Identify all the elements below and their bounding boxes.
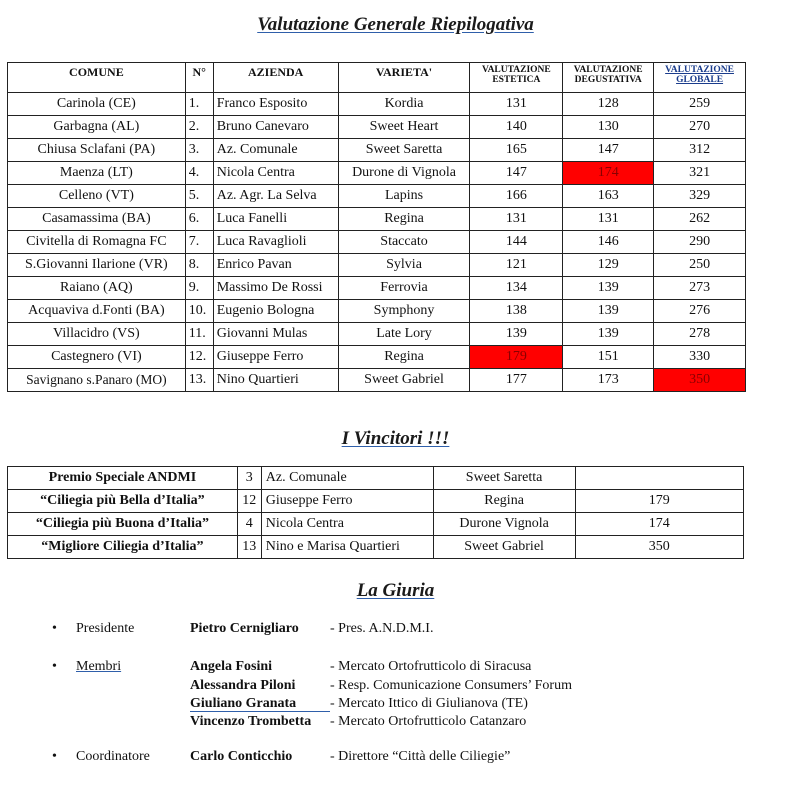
cell-degustativa: 139 bbox=[563, 323, 654, 346]
jury-member-desc: - Resp. Comunicazione Consumers’ Forum bbox=[330, 678, 572, 693]
winner-cell-azienda: Nicola Centra bbox=[261, 513, 433, 536]
jury-member-name: Vincenzo Trombetta bbox=[190, 714, 312, 729]
cell-varieta: Regina bbox=[338, 346, 470, 369]
jury-desc-coordinatore: - Direttore “Città delle Ciliegie” bbox=[330, 749, 511, 764]
cell-azienda: Giovanni Mulas bbox=[213, 323, 338, 346]
cell-varieta: Staccato bbox=[338, 231, 470, 254]
winner-cell-punteggio: 350 bbox=[575, 536, 744, 559]
results-header-row bbox=[8, 63, 746, 93]
cell-numero: 11. bbox=[185, 323, 213, 346]
cell-globale: 329 bbox=[654, 185, 746, 208]
cell-globale: 250 bbox=[654, 254, 746, 277]
table-row bbox=[8, 208, 746, 231]
cell-varieta: Ferrovia bbox=[338, 277, 470, 300]
table-row bbox=[8, 513, 744, 536]
table-row bbox=[8, 116, 746, 139]
jury-member-desc: - Mercato Ittico di Giulianova (TE) bbox=[330, 696, 528, 711]
cell-degustativa: 146 bbox=[563, 231, 654, 254]
cell-numero: 2. bbox=[185, 116, 213, 139]
cell-azienda: Luca Fanelli bbox=[213, 208, 338, 231]
cell-comune: Chiusa Sclafani (PA) bbox=[8, 139, 186, 162]
winner-cell-azienda: Giuseppe Ferro bbox=[261, 490, 433, 513]
jury-role-coordinatore: Coordinatore bbox=[76, 749, 150, 764]
jury-title: La Giuria bbox=[356, 580, 435, 601]
cell-globale: 262 bbox=[654, 208, 746, 231]
table-row bbox=[8, 231, 746, 254]
bullet-icon: • bbox=[52, 659, 57, 674]
jury-member-desc: - Mercato Ortofrutticolo Catanzaro bbox=[330, 714, 527, 729]
cell-estetica: 144 bbox=[470, 231, 563, 254]
table-row bbox=[8, 93, 746, 116]
header-valutazione-degustativa: VALUTAZIONE DEGUSTATIVA bbox=[563, 63, 654, 93]
cell-varieta: Symphony bbox=[338, 300, 470, 323]
cell-numero: 13. bbox=[185, 369, 213, 392]
cell-comune: Maenza (LT) bbox=[8, 162, 186, 185]
cell-varieta: Kordia bbox=[338, 93, 470, 116]
table-row bbox=[8, 300, 746, 323]
jury-name-presidente: Pietro Cernigliaro bbox=[190, 621, 299, 636]
cell-azienda: Bruno Canevaro bbox=[213, 116, 338, 139]
header-numero: N° bbox=[185, 63, 213, 93]
header-comune: COMUNE bbox=[8, 63, 186, 93]
cell-comune: Carinola (CE) bbox=[8, 93, 186, 116]
cell-comune: Villacidro (VS) bbox=[8, 323, 186, 346]
winner-cell-punteggio bbox=[575, 467, 744, 490]
cell-numero: 4. bbox=[185, 162, 213, 185]
cell-comune: Castegnero (VI) bbox=[8, 346, 186, 369]
bullet-icon: • bbox=[52, 621, 57, 636]
cell-comune: Civitella di Romagna FC bbox=[8, 231, 186, 254]
cell-azienda: Eugenio Bologna bbox=[213, 300, 338, 323]
bullet-icon: • bbox=[52, 749, 57, 764]
cell-varieta: Sweet Saretta bbox=[338, 139, 470, 162]
cell-numero: 7. bbox=[185, 231, 213, 254]
jury-role-membri: Membri bbox=[76, 659, 122, 674]
table-row bbox=[8, 323, 746, 346]
table-row bbox=[8, 536, 744, 559]
winner-cell-prize: “Ciliegia più Buona d’Italia” bbox=[8, 513, 238, 536]
winner-cell-varieta: Sweet Saretta bbox=[433, 467, 575, 490]
table-row bbox=[8, 162, 746, 185]
cell-numero: 1. bbox=[185, 93, 213, 116]
table-row bbox=[8, 139, 746, 162]
cell-comune: Garbagna (AL) bbox=[8, 116, 186, 139]
winner-cell-azienda: Az. Comunale bbox=[261, 467, 433, 490]
cell-varieta: Durone di Vignola bbox=[338, 162, 470, 185]
cell-azienda: Massimo De Rossi bbox=[213, 277, 338, 300]
cell-numero: 12. bbox=[185, 346, 213, 369]
table-row bbox=[8, 185, 746, 208]
cell-numero: 3. bbox=[185, 139, 213, 162]
table-row bbox=[8, 346, 746, 369]
header-valutazione-globale: VALUTAZIONE GLOBALE bbox=[654, 63, 746, 93]
cell-estetica: 177 bbox=[470, 369, 563, 392]
winner-cell-varieta: Regina bbox=[433, 490, 575, 513]
cell-degustativa: 139 bbox=[563, 277, 654, 300]
cell-estetica: 121 bbox=[470, 254, 563, 277]
cell-estetica: 131 bbox=[470, 93, 563, 116]
cell-varieta: Late Lory bbox=[338, 323, 470, 346]
cell-globale: 321 bbox=[654, 162, 746, 185]
winner-cell-prize: “Migliore Ciliegia d’Italia” bbox=[8, 536, 238, 559]
jury-member-name: Alessandra Piloni bbox=[190, 678, 296, 693]
winner-cell-numero: 13 bbox=[237, 536, 261, 559]
jury-member-desc: - Mercato Ortofrutticolo di Siracusa bbox=[330, 659, 532, 674]
cell-globale: 278 bbox=[654, 323, 746, 346]
cell-azienda: Franco Esposito bbox=[213, 93, 338, 116]
cell-numero: 8. bbox=[185, 254, 213, 277]
cell-varieta: Sylvia bbox=[338, 254, 470, 277]
winner-cell-prize: “Ciliegia più Bella d’Italia” bbox=[8, 490, 238, 513]
cell-estetica: 134 bbox=[470, 277, 563, 300]
summary-title: Valutazione Generale Riepilogativa bbox=[257, 14, 534, 35]
table-row bbox=[8, 254, 746, 277]
winners-title: I Vincitori !!! bbox=[341, 428, 450, 449]
table-row bbox=[8, 277, 746, 300]
header-azienda: AZIENDA bbox=[213, 63, 338, 93]
cell-globale: 312 bbox=[654, 139, 746, 162]
header-valutazione-estetica: VALUTAZIONE ESTETICA bbox=[470, 63, 563, 93]
cell-globale: 273 bbox=[654, 277, 746, 300]
cell-azienda: Giuseppe Ferro bbox=[213, 346, 338, 369]
cell-azienda: Az. Comunale bbox=[213, 139, 338, 162]
cell-degustativa: 129 bbox=[563, 254, 654, 277]
jury-desc-presidente: - Pres. A.N.D.M.I. bbox=[330, 621, 434, 636]
cell-degustativa: 128 bbox=[563, 93, 654, 116]
cell-degustativa: 147 bbox=[563, 139, 654, 162]
cell-globale: 276 bbox=[654, 300, 746, 323]
winner-cell-numero: 4 bbox=[237, 513, 261, 536]
winner-cell-varieta: Sweet Gabriel bbox=[433, 536, 575, 559]
cell-numero: 6. bbox=[185, 208, 213, 231]
cell-degustativa: 174 bbox=[563, 162, 654, 185]
cell-varieta: Lapins bbox=[338, 185, 470, 208]
header-varieta: VARIETA' bbox=[338, 63, 470, 93]
cell-comune: Savignano s.Panaro (MO) bbox=[8, 369, 186, 392]
cell-varieta: Sweet Heart bbox=[338, 116, 470, 139]
jury-role-presidente: Presidente bbox=[76, 621, 135, 636]
cell-azienda: Nino Quartieri bbox=[213, 369, 338, 392]
cell-comune: Raiano (AQ) bbox=[8, 277, 186, 300]
cell-degustativa: 131 bbox=[563, 208, 654, 231]
cell-comune: Casamassima (BA) bbox=[8, 208, 186, 231]
cell-comune: S.Giovanni Ilarione (VR) bbox=[8, 254, 186, 277]
cell-globale: 259 bbox=[654, 93, 746, 116]
cell-estetica: 139 bbox=[470, 323, 563, 346]
cell-azienda: Nicola Centra bbox=[213, 162, 338, 185]
cell-globale: 270 bbox=[654, 116, 746, 139]
cell-degustativa: 163 bbox=[563, 185, 654, 208]
jury-member-name: Giuliano Granata bbox=[190, 696, 297, 711]
winners-table bbox=[7, 466, 744, 559]
cell-degustativa: 173 bbox=[563, 369, 654, 392]
cell-estetica: 165 bbox=[470, 139, 563, 162]
cell-comune: Acquaviva d.Fonti (BA) bbox=[8, 300, 186, 323]
cell-estetica: 131 bbox=[470, 208, 563, 231]
winner-cell-numero: 3 bbox=[237, 467, 261, 490]
cell-degustativa: 139 bbox=[563, 300, 654, 323]
cell-numero: 9. bbox=[185, 277, 213, 300]
cell-estetica: 147 bbox=[470, 162, 563, 185]
winner-cell-azienda: Nino e Marisa Quartieri bbox=[261, 536, 433, 559]
cell-varieta: Sweet Gabriel bbox=[338, 369, 470, 392]
table-row bbox=[8, 490, 744, 513]
winner-cell-punteggio: 179 bbox=[575, 490, 744, 513]
winner-cell-prize: Premio Speciale ANDMI bbox=[8, 467, 238, 490]
cell-degustativa: 151 bbox=[563, 346, 654, 369]
cell-globale: 330 bbox=[654, 346, 746, 369]
cell-globale: 290 bbox=[654, 231, 746, 254]
cell-estetica: 166 bbox=[470, 185, 563, 208]
jury-name-coordinatore: Carlo Conticchio bbox=[190, 749, 293, 764]
cell-estetica: 179 bbox=[470, 346, 563, 369]
cell-azienda: Luca Ravaglioli bbox=[213, 231, 338, 254]
cell-comune: Celleno (VT) bbox=[8, 185, 186, 208]
table-row bbox=[8, 369, 746, 392]
table-row bbox=[8, 467, 744, 490]
cell-globale: 350 bbox=[654, 369, 746, 392]
cell-estetica: 138 bbox=[470, 300, 563, 323]
underline-decoration bbox=[190, 711, 330, 712]
cell-numero: 5. bbox=[185, 185, 213, 208]
winner-cell-varieta: Durone Vignola bbox=[433, 513, 575, 536]
cell-azienda: Az. Agr. La Selva bbox=[213, 185, 338, 208]
winner-cell-numero: 12 bbox=[237, 490, 261, 513]
cell-estetica: 140 bbox=[470, 116, 563, 139]
cell-numero: 10. bbox=[185, 300, 213, 323]
jury-member-name: Angela Fosini bbox=[190, 659, 273, 674]
cell-varieta: Regina bbox=[338, 208, 470, 231]
cell-azienda: Enrico Pavan bbox=[213, 254, 338, 277]
winner-cell-punteggio: 174 bbox=[575, 513, 744, 536]
results-table bbox=[7, 62, 746, 392]
cell-degustativa: 130 bbox=[563, 116, 654, 139]
